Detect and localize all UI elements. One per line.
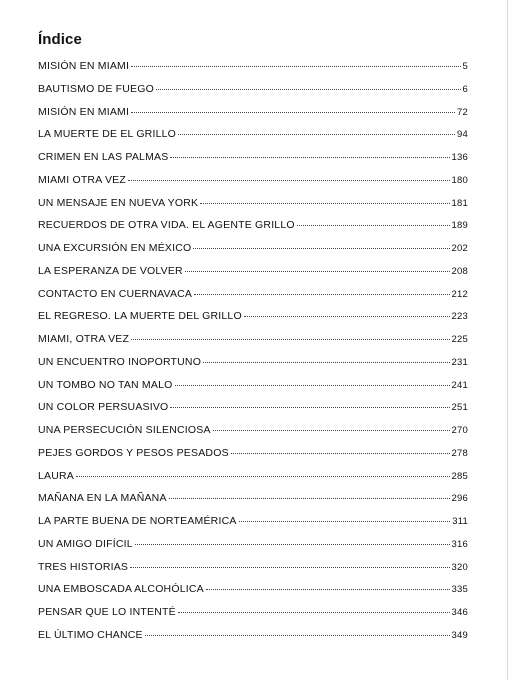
dot-leader (135, 544, 450, 545)
dot-leader (169, 498, 450, 499)
toc-entry[interactable] (38, 83, 468, 106)
dot-leader (130, 567, 449, 568)
dot-leader (156, 89, 461, 90)
toc-entry[interactable] (38, 265, 468, 288)
toc-entry[interactable] (38, 492, 468, 515)
dot-leader (200, 203, 449, 204)
toc-entry-title: TRES HISTORIAS (38, 560, 129, 573)
table-of-contents (38, 60, 468, 652)
toc-entry-title: RECUERDOS DE OTRA VIDA. EL AGENTE GRILLO (38, 219, 295, 232)
toc-entry-page-number: 251 (451, 402, 468, 414)
toc-entry-page-number: 94 (457, 129, 468, 141)
toc-entry[interactable] (38, 447, 468, 470)
toc-entry[interactable] (38, 60, 468, 83)
toc-entry-page-number: 5 (462, 61, 468, 72)
toc-entry-title: PEJES GORDOS Y PESOS PESADOS (38, 446, 229, 459)
toc-entry-page-number: 335 (451, 584, 468, 596)
toc-entry-title: UNA PERSECUCIÓN SILENCIOSA (38, 424, 211, 436)
dot-leader (145, 635, 450, 636)
dot-leader (170, 407, 449, 408)
toc-entry-title: PENSAR QUE LO INTENTÉ (38, 606, 176, 618)
toc-entry-title: MISIÓN EN MIAMI (38, 60, 130, 72)
toc-entry-title: LA PARTE BUENA DE NORTEAMÉRICA (38, 515, 237, 527)
dot-leader (131, 339, 449, 340)
toc-entry-title: EL REGRESO. LA MUERTE DEL GRILLO (38, 310, 242, 323)
toc-entry-page-number: 225 (451, 334, 468, 345)
dot-leader (185, 271, 450, 272)
dot-leader (231, 453, 450, 454)
toc-entry[interactable] (38, 379, 468, 402)
toc-entry[interactable] (38, 356, 468, 379)
toc-entry[interactable] (38, 242, 468, 265)
toc-entry-page-number: 6 (462, 83, 468, 95)
dot-leader (170, 157, 449, 158)
dot-leader (76, 476, 450, 477)
toc-entry-title: CRIMEN EN LAS PALMAS (38, 151, 169, 163)
toc-entry-page-number: 278 (451, 447, 468, 459)
toc-entry-title: MISIÓN EN MIAMI (38, 105, 130, 118)
dot-leader (128, 180, 450, 181)
toc-entry-page-number: 270 (451, 425, 468, 436)
toc-entry-page-number: 316 (451, 538, 468, 550)
toc-entry-page-number: 231 (451, 356, 468, 368)
toc-entry[interactable] (38, 197, 468, 220)
dot-leader (131, 66, 460, 67)
toc-entry[interactable] (38, 583, 468, 606)
index-title: Índice (38, 31, 82, 48)
toc-entry-page-number: 320 (451, 561, 468, 573)
toc-entry[interactable] (38, 515, 468, 538)
dot-leader (194, 294, 449, 295)
toc-entry[interactable] (38, 106, 468, 129)
dot-leader (178, 612, 450, 613)
toc-entry-title: LA MUERTE DE EL GRILLO (38, 128, 177, 141)
dot-leader (239, 521, 451, 522)
toc-entry-page-number: 189 (451, 220, 468, 232)
dot-leader (193, 248, 449, 249)
toc-entry-title: LAURA (38, 469, 75, 482)
toc-entry[interactable] (38, 606, 468, 629)
dot-leader (244, 316, 450, 317)
toc-entry[interactable] (38, 174, 468, 197)
toc-entry[interactable] (38, 538, 468, 561)
toc-entry-title: UN AMIGO DIFÍCIL (38, 537, 133, 550)
toc-entry[interactable] (38, 561, 468, 584)
toc-entry-page-number: 296 (451, 493, 468, 505)
toc-entry-title: UN ENCUENTRO INOPORTUNO (38, 355, 202, 368)
toc-entry[interactable] (38, 424, 468, 447)
toc-entry-page-number: 241 (451, 379, 468, 391)
toc-entry-title: UN COLOR PERSUASIVO (38, 401, 169, 414)
dot-leader (203, 362, 449, 363)
dot-leader (175, 385, 450, 386)
toc-entry-title: CONTACTO EN CUERNAVACA (38, 287, 193, 300)
toc-entry-title: EL ÚLTIMO CHANCE (38, 628, 143, 641)
toc-entry[interactable] (38, 629, 468, 652)
toc-entry[interactable] (38, 151, 468, 174)
toc-entry-page-number: 223 (451, 311, 468, 323)
dot-leader (178, 134, 455, 135)
toc-entry-page-number: 346 (451, 607, 468, 618)
toc-entry[interactable] (38, 288, 468, 311)
toc-entry-page-number: 311 (452, 516, 468, 527)
toc-entry[interactable] (38, 333, 468, 356)
toc-entry-title: MAÑANA EN LA MAÑANA (38, 492, 167, 505)
toc-entry-title: LA ESPERANZA DE VOLVER (38, 264, 183, 277)
toc-entry-title: UNA EXCURSIÓN EN MÉXICO (38, 242, 192, 254)
toc-entry-page-number: 212 (451, 288, 468, 300)
toc-entry-page-number: 180 (451, 174, 468, 186)
toc-entry[interactable] (38, 219, 468, 242)
toc-entry-title: MIAMI, OTRA VEZ (38, 333, 130, 345)
toc-entry-title: UN MENSAJE EN NUEVA YORK (38, 196, 199, 209)
toc-entry-title: MIAMI OTRA VEZ (38, 173, 126, 186)
toc-entry-title: BAUTISMO DE FUEGO (38, 82, 154, 95)
toc-entry-page-number: 202 (451, 243, 468, 254)
toc-entry-page-number: 181 (451, 197, 468, 209)
toc-entry-page-number: 285 (451, 470, 468, 482)
toc-entry-title: UN TOMBO NO TAN MALO (38, 378, 173, 391)
toc-entry-page-number: 72 (457, 106, 468, 118)
toc-entry-page-number: 136 (451, 152, 468, 163)
toc-entry[interactable] (38, 401, 468, 424)
dot-leader (297, 225, 450, 226)
toc-entry[interactable] (38, 310, 468, 333)
toc-entry[interactable] (38, 470, 468, 493)
toc-entry-title: UNA EMBOSCADA ALCOHÓLICA (38, 583, 204, 596)
dot-leader (213, 430, 450, 431)
toc-entry[interactable] (38, 128, 468, 151)
toc-entry-page-number: 349 (451, 629, 468, 641)
dot-leader (206, 589, 450, 590)
dot-leader (131, 112, 455, 113)
toc-entry-page-number: 208 (451, 265, 468, 277)
